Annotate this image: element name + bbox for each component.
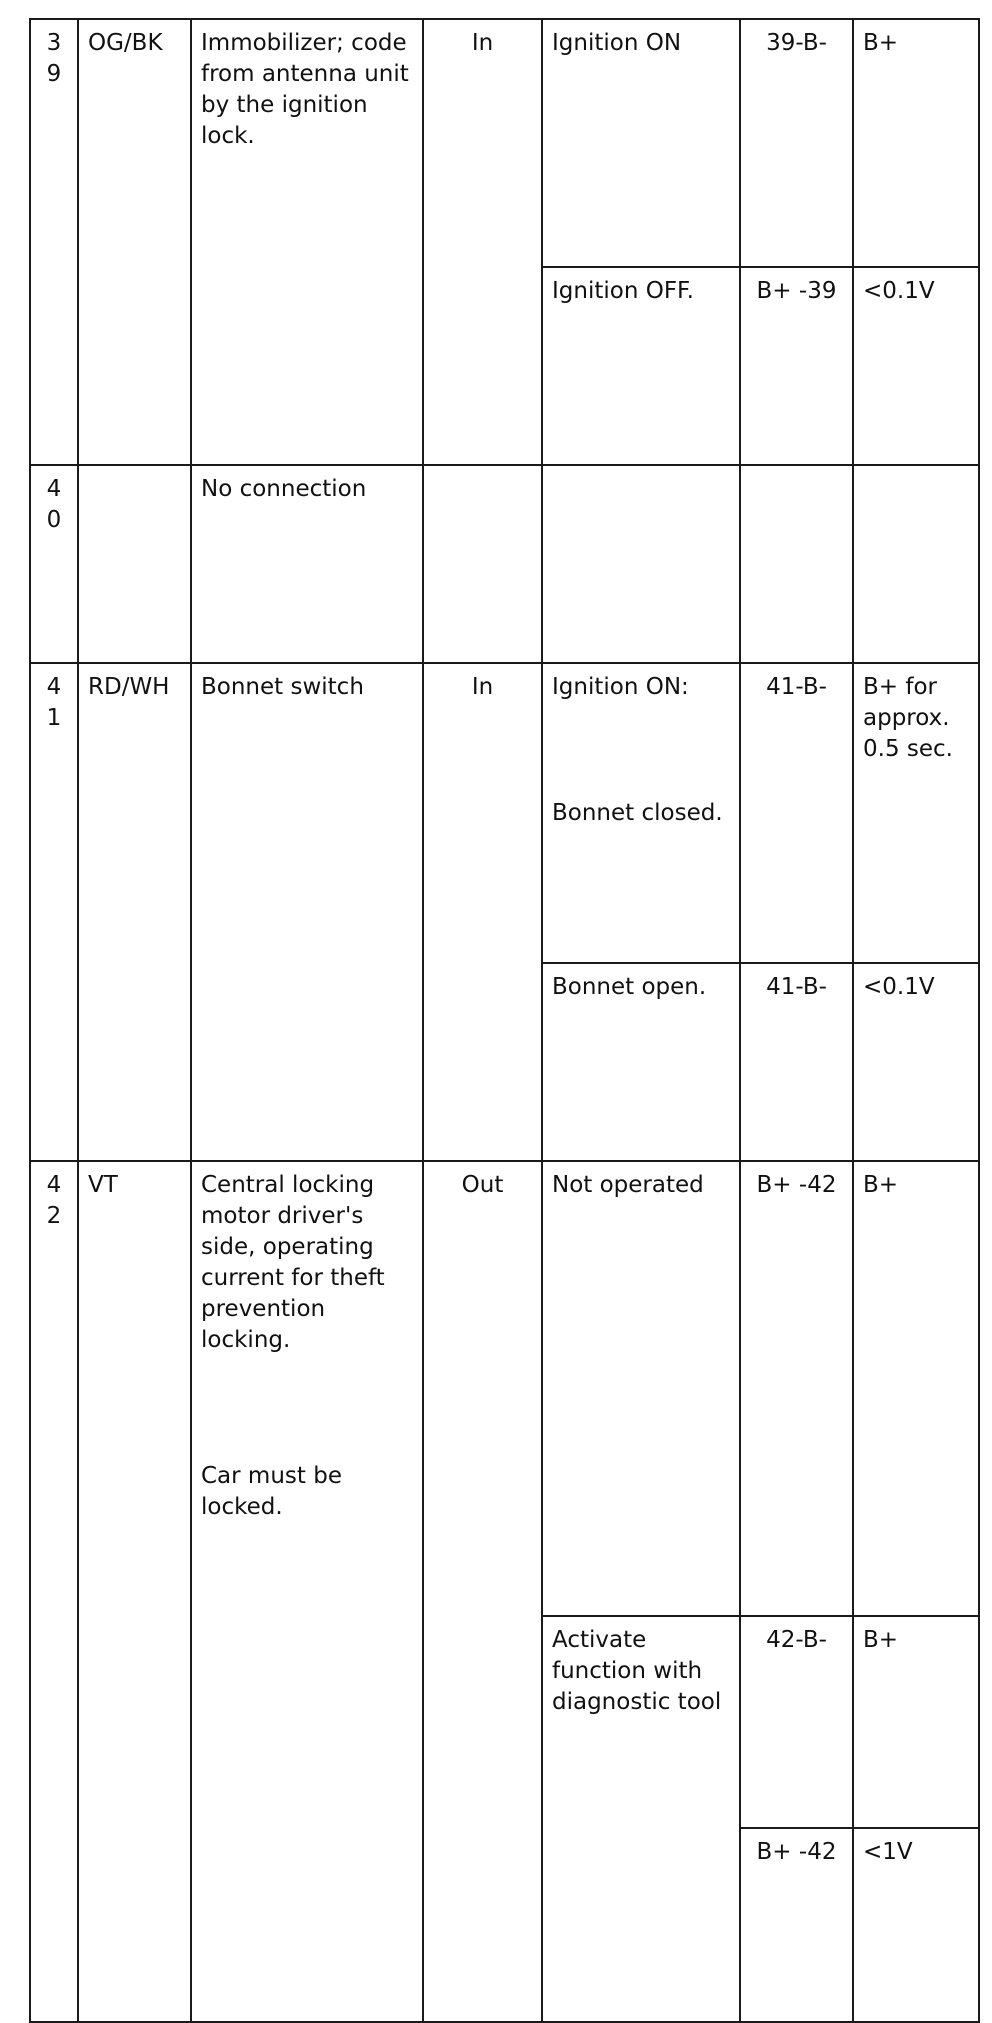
- expected-value: B+: [853, 1616, 979, 1828]
- signal-direction: [423, 465, 542, 663]
- table-row: [30, 1161, 979, 1616]
- wire-color: VT: [78, 1161, 191, 2022]
- pin-function: [191, 1161, 423, 2022]
- spacer: [201, 1356, 413, 1461]
- test-condition: Activate function with diagnostic tool: [542, 1616, 740, 2022]
- measure-points: B+ -42: [740, 1161, 853, 1616]
- measure-points: B+ -39: [740, 267, 853, 465]
- signal-direction: In: [423, 663, 542, 1161]
- function-line: Car must be locked.: [201, 1463, 342, 1520]
- expected-value: <1V: [853, 1828, 979, 2022]
- table-row: [30, 663, 979, 963]
- table-row: [30, 465, 979, 663]
- measure-points: B+ -42: [740, 1828, 853, 2022]
- spacer: [552, 703, 730, 798]
- test-condition: Bonnet open.: [542, 963, 740, 1161]
- measure-points: [740, 465, 853, 663]
- measure-points: 41-B-: [740, 963, 853, 1161]
- measure-points: 39-B-: [740, 19, 853, 267]
- pin-function: No connection: [191, 465, 423, 663]
- pin-number: 39: [30, 19, 78, 465]
- pin-number: 40: [30, 465, 78, 663]
- measure-points: 42-B-: [740, 1616, 853, 1828]
- table-row: [30, 19, 979, 267]
- expected-value: B+ for approx. 0.5 sec.: [853, 663, 979, 963]
- pin-number: 41: [30, 663, 78, 1161]
- test-condition: Not operated: [542, 1161, 740, 1616]
- expected-value: <0.1V: [853, 267, 979, 465]
- test-condition: Ignition ON: [542, 19, 740, 267]
- expected-value: B+: [853, 1161, 979, 1616]
- wire-color: [78, 465, 191, 663]
- pin-number: 42: [30, 1161, 78, 2022]
- signal-direction: In: [423, 19, 542, 465]
- pin-table: [29, 18, 980, 2023]
- test-condition: [542, 465, 740, 663]
- condition-line: Ignition ON:: [552, 674, 689, 700]
- pin-function: Immobilizer; code from antenna unit by the ignition lock.: [191, 19, 423, 465]
- expected-value: B+: [853, 19, 979, 267]
- expected-value: <0.1V: [853, 963, 979, 1161]
- function-line: Central locking motor driver's side, operating current for theft prevention locking.: [201, 1172, 385, 1353]
- wire-color: RD/WH: [78, 663, 191, 1161]
- test-condition: Ignition OFF.: [542, 267, 740, 465]
- condition-line: Bonnet closed.: [552, 800, 723, 826]
- wire-color: OG/BK: [78, 19, 191, 465]
- expected-value: [853, 465, 979, 663]
- test-condition: [542, 663, 740, 963]
- signal-direction: Out: [423, 1161, 542, 2022]
- measure-points: 41-B-: [740, 663, 853, 963]
- pin-function: Bonnet switch: [191, 663, 423, 1161]
